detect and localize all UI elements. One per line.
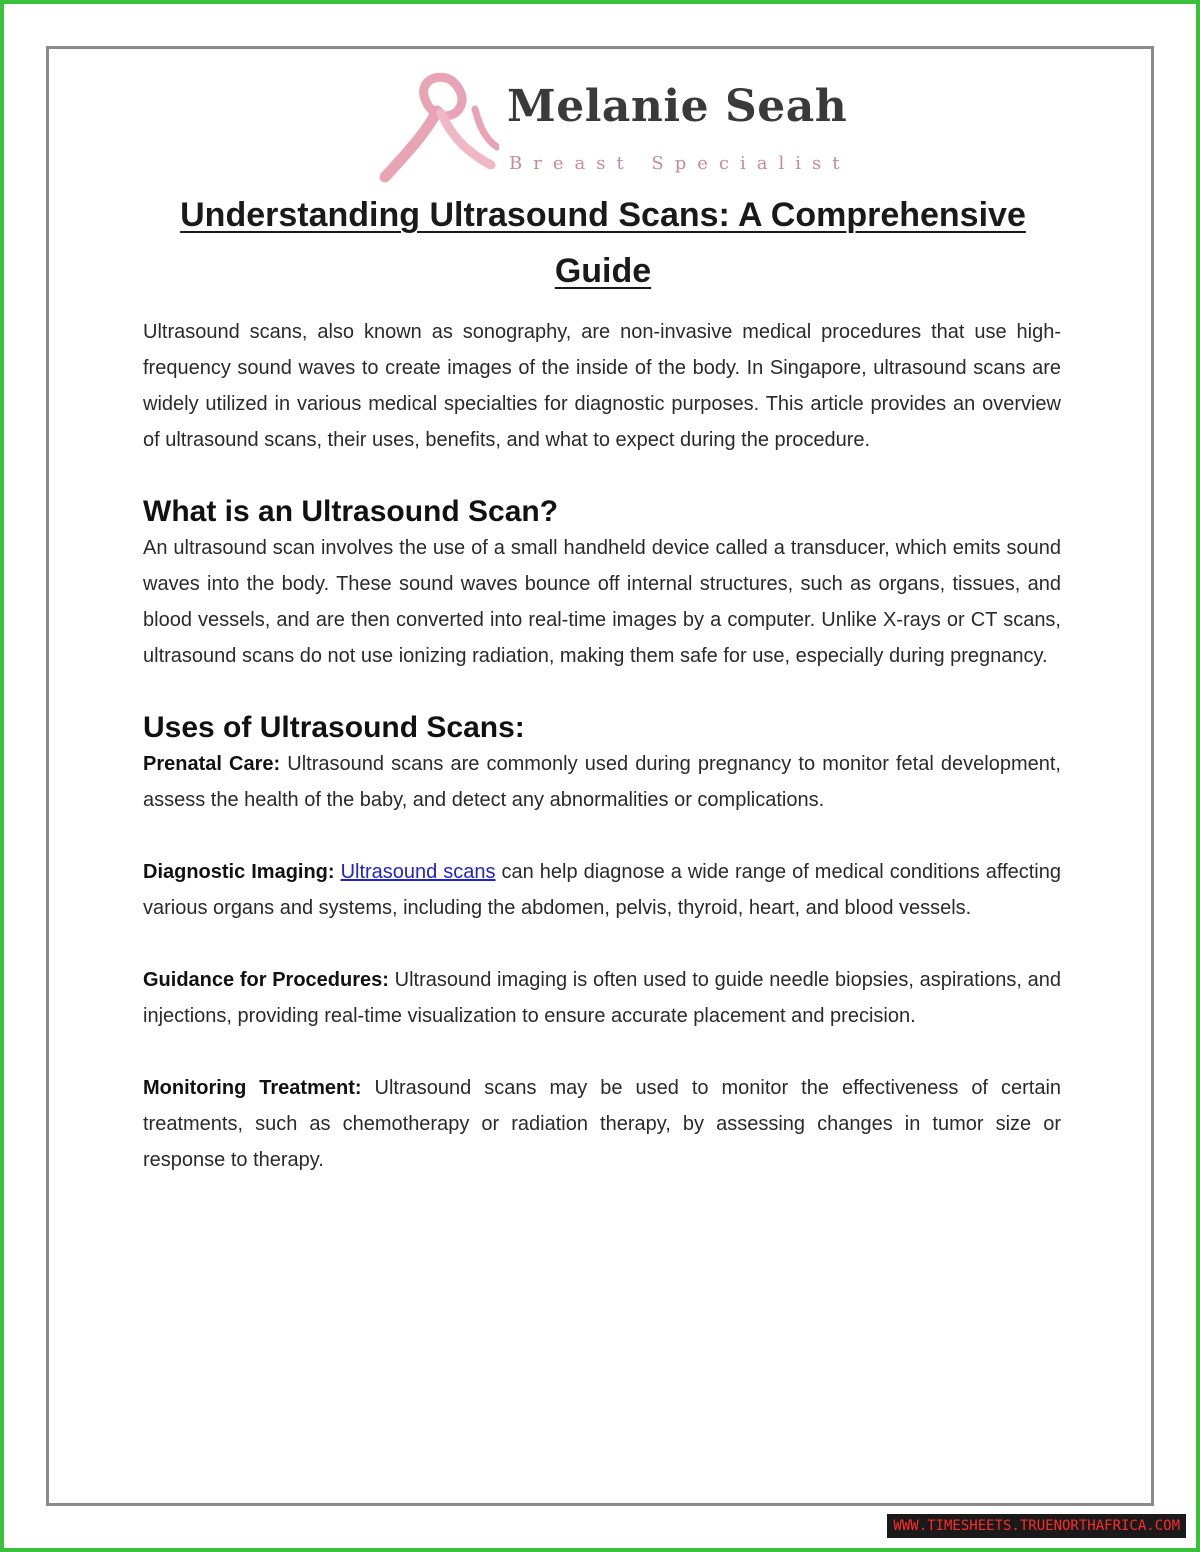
- page-title: [49, 187, 1157, 299]
- brand-tagline: Breast Specialist: [509, 153, 851, 174]
- brand-logo: [379, 69, 851, 189]
- use-diagnostic-text: can help diagnose a wide range of medical conditions affecting various organs and systems, including the abdomen, pelvis, thyroid, heart, and blood vessels.: [143, 861, 1061, 919]
- use-prenatal-label: Prenatal Care:: [143, 753, 281, 775]
- use-guidance-paragraph: [143, 962, 1061, 1034]
- what-is-paragraph: An ultrasound scan involves the use of a small handheld device called a transducer, which emits sound waves into the body. These sound waves bounce off internal structures, such as organs, tissues, and blood vessels, and are then converted into real-time images by a computer. Unlike X-rays or CT scans, ultrasound scans do not use ionizing radiation, making them safe for use, especially during pregnancy.: [143, 537, 1061, 667]
- use-guidance-label: Guidance for Procedures:: [143, 969, 389, 991]
- title-line-2: Guide: [554, 252, 652, 290]
- watermark: WWW.TIMESHEETS.TRUENORTHAFRICA.COM: [887, 1514, 1186, 1538]
- title-line-1: Understanding Ultrasound Scans: A Comprehensive: [180, 196, 1026, 234]
- section-heading-uses: Uses of Ultrasound Scans:: [143, 711, 525, 744]
- ribbon-icon: [379, 69, 499, 189]
- intro-paragraph: Ultrasound scans, also known as sonography, are non-invasive medical procedures that use high-frequency sound waves to create images of the inside of the body. In Singapore, ultrasound scans are widely utilized in various medical specialties for diagnostic purposes. This article provides an overview of ultrasound scans, their uses, benefits, and what to expect during the procedure.: [143, 321, 1061, 451]
- use-guidance-text: Ultrasound imaging is often used to guide needle biopsies, aspirations, and injections, providing real-time visualization to ensure accurate placement and precision.: [143, 969, 1061, 1027]
- document-page: [46, 46, 1154, 1506]
- use-prenatal-text: Ultrasound scans are commonly used during pregnancy to monitor fetal development, assess the health of the baby, and detect any abnormalities or complications.: [143, 753, 1061, 811]
- use-monitoring-paragraph: [143, 1070, 1061, 1178]
- ultrasound-scans-link[interactable]: Ultrasound scans: [340, 861, 496, 883]
- use-prenatal-paragraph: [143, 746, 1061, 818]
- use-diagnostic-label: Diagnostic Imaging:: [143, 861, 335, 883]
- use-diagnostic-paragraph: [143, 854, 1061, 926]
- use-monitoring-label: Monitoring Treatment:: [143, 1077, 362, 1099]
- article-body: [143, 314, 1061, 1178]
- use-monitoring-text: Ultrasound scans may be used to monitor the effectiveness of certain treatments, such as chemotherapy or radiation therapy, by assessing changes in tumor size or response to therapy.: [143, 1077, 1062, 1171]
- section-heading-what-is: What is an Ultrasound Scan?: [143, 495, 559, 528]
- brand-name: Melanie Seah: [507, 81, 848, 132]
